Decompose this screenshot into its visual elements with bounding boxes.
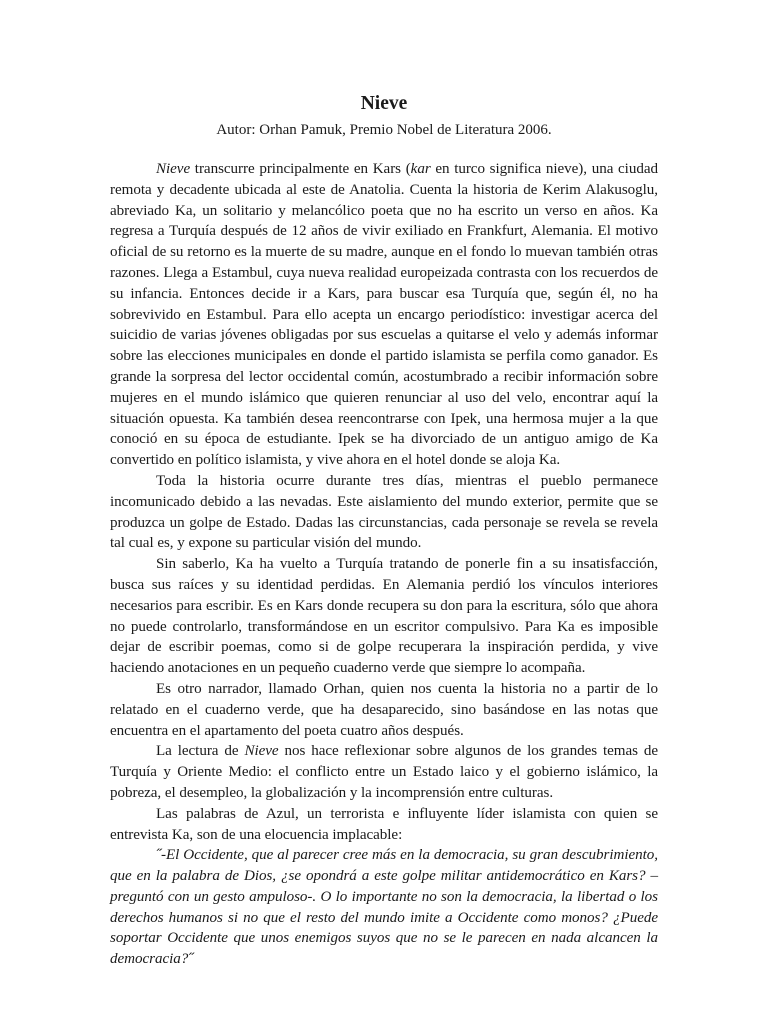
text-segment: Nieve bbox=[156, 161, 191, 177]
block-quote bbox=[110, 845, 658, 970]
text-segment: Nieve bbox=[244, 743, 279, 760]
document-subtitle: Autor: Orhan Pamuk, Premio Nobel de Literatura 2006. bbox=[216, 122, 552, 138]
document-title: Nieve bbox=[360, 93, 408, 114]
paragraph-2 bbox=[110, 471, 658, 554]
text-segment: Toda la historia ocurre durante tres días, mientras el pueblo permanece incomunicado debido a las nevadas. Este aislamiento del mundo exterior, permite que se produzca un golpe de Estado. Dadas las circunstancias, cada personaje se revela se revela tal cual es, y expone su particular visión del mundo. bbox=[110, 472, 658, 552]
paragraph-3 bbox=[110, 554, 658, 679]
paragraph-1 bbox=[110, 159, 658, 471]
text-segment: en turco significa nieve), una ciudad remota y decadente ubicada al este de Anatolia. Cuenta la historia de Kerim Alakusoglu, abreviado Ka, un solitario y melancólico poeta que no ha escrito un verso en años. Ka regresa a Turquía después de 12 años de vivir exiliado en Frankfurt, Alemania. El motivo oficial de su retorno es la muerte de su madre, aunque en el fondo lo muevan también otras razones. Llega a Estambul, cuya nueva realidad europeizada contrasta con los recuerdos de su infancia. Entonces decide ir a Kars, para buscar esa Turquía que, según él, no ha sobrevivido en Estambul. Para ello acepta un encargo periodístico: investigar acerca del suicidio de varias jóvenes obligadas por sus escuelas a quitarse el velo y además informar sobre las elecciones municipales en donde el partido islamista se perfila como ganador. Es grande la sorpresa del lector occidental común, acostumbrado a recibir información sobre mujeres en el mundo islámico que quieren renunciar al uso del velo, encontrar aquí la situación opuesta. Ka también desea reencontrarse con Ipek, una hermosa mujer a la que conoció en su época de estudiante. Ipek se ha divorciado de un antiguo amigo de Ka convertido en político islamista, y vive ahora en el hotel donde se aloja Ka. bbox=[110, 161, 658, 469]
text-segment: La lectura de bbox=[156, 743, 245, 760]
text-segment: kar bbox=[410, 161, 431, 177]
text-segment: ˝-El Occidente, que al parecer cree más en la democracia, su gran descubrimiento, que en la palabra de Dios, ¿se opondrá a este golpe militar antidemocrático en Kars? –preguntó con un gesto ampuloso-. O lo importante no son la democracia, la libertad o los derechos humanos si no que el resto del mundo imite a Occidente como monos? ¿Puede soportar Occidente que unos enemigos suyos que no se le parecen en nada alcancen la democracia?˝ bbox=[110, 847, 658, 968]
text-segment: Las palabras de Azul, un terrorista e influyente líder islamista con quien se entrevista Ka, son de una elocuencia implacable: bbox=[110, 805, 658, 843]
paragraph-6 bbox=[110, 804, 658, 846]
text-segment: Sin saberlo, Ka ha vuelto a Turquía tratando de ponerle fin a su insatisfacción, busca sus raíces y su identidad perdidas. En Alemania perdió los vínculos interiores necesarios para escribir. Es en Kars donde recupera su don para la escritura, sólo que ahora no puede controlarlo, transformándose en un escritor compulsivo. Para Ka es imposible dejar de escribir poemas, como si de golpe recuperara la inspiración perdida, y vive haciendo anotaciones en un pequeño cuaderno verde que siempre lo acompaña. bbox=[110, 556, 658, 677]
text-segment: transcurre principalmente en Kars ( bbox=[190, 161, 411, 177]
paragraph-4 bbox=[110, 679, 658, 741]
document-body bbox=[110, 88, 658, 970]
paragraph-5 bbox=[110, 741, 658, 803]
text-segment: Es otro narrador, llamado Orhan, quien nos cuenta la historia no a partir de lo relatado en el cuaderno verde, que ha desaparecido, sino basándose en las notas que encuentra en el apartamento del poeta cuatro años después. bbox=[110, 680, 658, 739]
text-segment: nos hace reflexionar sobre algunos de los grandes temas de Turquía y Oriente Medio: el conflicto entre un Estado laico y el gobierno islámico, la pobreza, el desempleo, la globalización y la incomprensión entre culturas. bbox=[110, 743, 658, 801]
